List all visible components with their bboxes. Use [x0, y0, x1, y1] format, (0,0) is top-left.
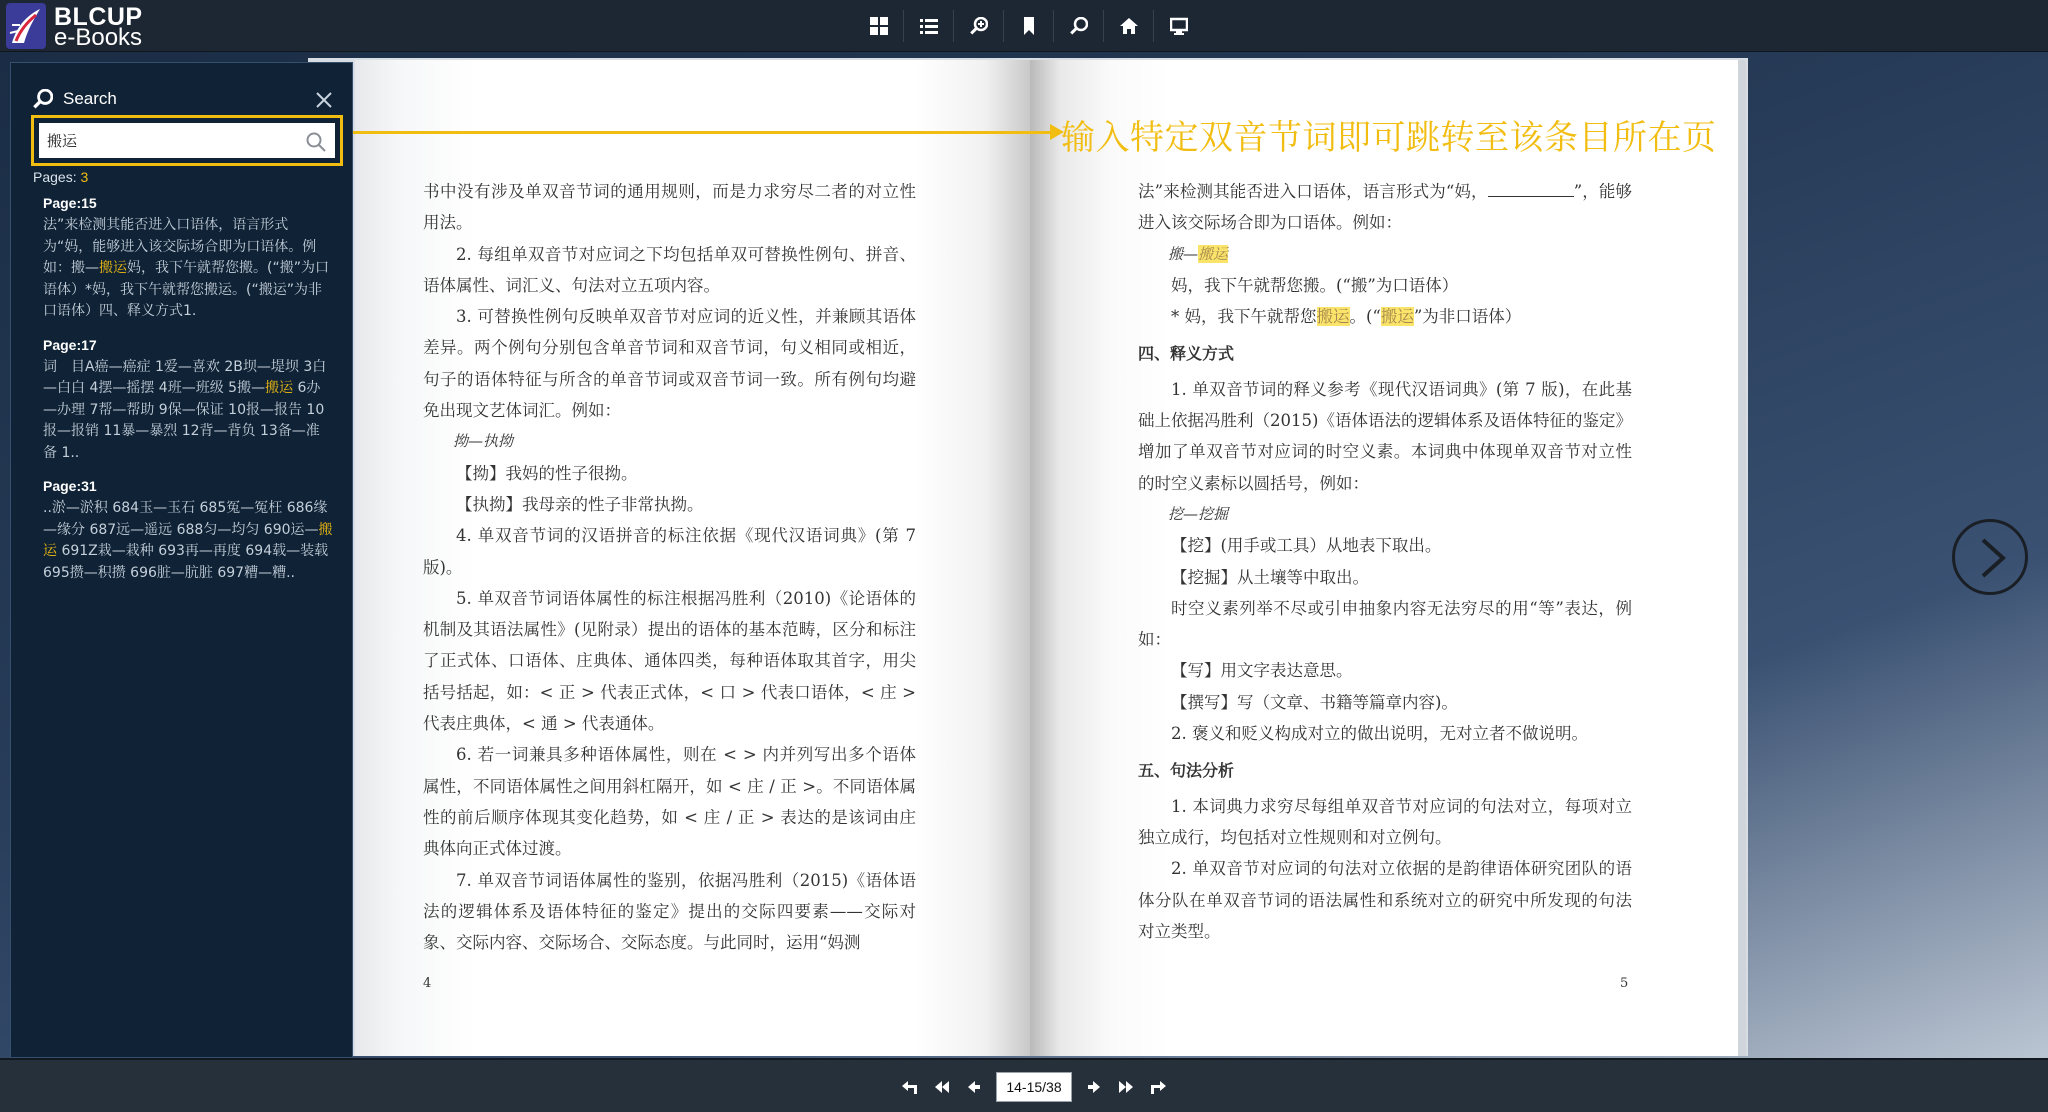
last-page-button[interactable]	[1110, 1072, 1142, 1102]
back-button[interactable]	[894, 1072, 926, 1102]
result-match: 搬运	[265, 380, 294, 396]
right-line-1: 法”来检测其能否进入口语体，语言形式为“妈， ”，能够进入该交际场合即为口语体。例如：	[1138, 176, 1632, 239]
section-heading-5: 五、句法分析	[1138, 761, 1235, 781]
home-icon	[1120, 17, 1138, 35]
section-heading-4: 四、释义方式	[1138, 344, 1235, 364]
left-line-7: 5. 单双音节词语体属性的标注根据冯胜利（2010)《论语体的机制及其语法属性》(见附录）提出的语体的基本范畴，区分和标注了正式体、口语体、庄典体、通体四类，每种语体取其首字，用尖括号括起，如：< 正 > 代表正式体，< 口 > 代表口语体，< 庄 > 代表庄典体，< 通 > 代表通体。	[423, 588, 916, 734]
right-page-text	[1138, 176, 1632, 947]
search-panel	[10, 62, 353, 1058]
result-snippet: 词 目A癌—癌症 1爱—喜欢 2B坝—堤坝 3白—白白 4摆—摇摆 4班—班级 5搬—搬运 6办—办理 7帮—帮助 9保—保证 10报—报告 10报—报销 11暴—暴烈 12背—背负 13备—准备 1..	[43, 358, 327, 461]
result-page-label: Page:31	[43, 478, 97, 494]
right-sentence-1: 妈，我下午就帮您搬。(“搬”为口语体）	[1171, 275, 1459, 295]
app-logo[interactable]	[6, 3, 156, 49]
right-def-2: 【挖掘】从土壤等中取出。	[1171, 567, 1369, 587]
search-highlight: 搬运	[1198, 244, 1229, 263]
right-def-4: 【撰写】写（文章、书籍等篇章内容)。	[1171, 692, 1458, 712]
arrow-right-icon	[1086, 1079, 1102, 1095]
result-page-label: Page:17	[43, 336, 97, 353]
left-line-1: 2. 每组单双音节对应词之下均包括单双可替换性例句、拼音、语体属性、词汇义、句法对立五项内容。	[423, 244, 916, 295]
next-page-button[interactable]	[1078, 1072, 1110, 1102]
search-panel-header	[33, 89, 117, 109]
forward-button[interactable]	[1142, 1072, 1174, 1102]
main-toolbar	[854, 10, 1204, 42]
table-of-contents-button[interactable]	[904, 10, 954, 42]
right-sentence-2: * 妈，我下午就帮您搬运。(“搬运”为非口语体）	[1171, 307, 1522, 327]
search-panel-title: Search	[63, 89, 117, 108]
zoom-button[interactable]	[954, 10, 1004, 42]
left-line-4: 【拗】我妈的性子很拗。	[456, 463, 638, 483]
result-match: 搬运	[43, 521, 333, 559]
right-para-4-2: 2. 褒义和贬义构成对立的做出说明，无对立者不做说明。	[1171, 724, 1588, 744]
search-highlight: 搬运	[1316, 307, 1350, 327]
left-line-0: 书中没有涉及单双音节词的通用规则，而是力求穷尽二者的对立性用法。	[423, 182, 916, 233]
list-icon	[920, 17, 938, 35]
magnifier-icon	[306, 132, 326, 152]
left-line-5: 【执拗】我母亲的性子非常执拗。	[456, 494, 704, 514]
right-para-5-2: 2. 单双音节对应词的句法对立依据的是韵律语体研究团队的语体分队在单双音节词的语法属性和系统对立的研究中所发现的句法对立类型。	[1138, 859, 1632, 941]
return-right-icon	[1150, 1079, 1166, 1095]
right-example-pair: 搬—搬运	[1168, 244, 1229, 263]
right-example-pair-2: 挖—挖掘	[1168, 504, 1229, 523]
left-line-9: 7. 单双音节词语体属性的鉴别，依据冯胜利（2015)《语体语法的逻辑体系及语体特征的鉴定》提出的交际四要素——交际对象、交际内容、交际场合、交际态度。与此同时，运用“妈测	[423, 870, 916, 953]
chevron-right-icon	[1973, 536, 2013, 580]
callout-annotation: 输入特定双音节词即可跳转至该条目所在页	[1061, 118, 1717, 158]
logo-title: BLCUP	[54, 3, 143, 31]
double-left-icon	[934, 1079, 950, 1095]
logo-subtitle: e-Books	[54, 24, 143, 51]
first-page-button[interactable]	[926, 1072, 958, 1102]
result-match: 搬运	[99, 260, 127, 276]
search-results-list	[43, 195, 333, 598]
close-search-button[interactable]	[315, 91, 333, 109]
left-line-8: 6. 若一词兼具多种语体属性，则在 < > 内并列写出多个语体属性，不同语体属性之间用斜杠隔开，如 < 庄 / 正 >。不同语体属性的前后顺序体现其变化趋势，如 < 庄 / 正 > 表达的是该词由庄典体向正式体过渡。	[423, 745, 916, 859]
results-count: Pages: 3	[33, 169, 89, 185]
bookmark-button[interactable]	[1004, 10, 1054, 42]
bookmark-icon	[1020, 17, 1038, 35]
search-input[interactable]	[39, 123, 335, 158]
return-left-icon	[902, 1079, 918, 1095]
previous-page-button[interactable]	[958, 1072, 990, 1102]
fullscreen-button[interactable]	[1154, 10, 1204, 42]
search-result-item[interactable]	[43, 195, 333, 323]
callout-line	[343, 131, 1051, 134]
left-line-2: 3. 可替换性例句反映单双音节对应词的近义性，并兼顾其语体差异。两个例句分别包含单音节词和双音节词，句义相同或相近，句子的语体特征与所含的单音节词或双音节词一致。所有例句均避免出现文艺体词汇。例如：	[423, 307, 916, 421]
monitor-icon	[1170, 17, 1188, 35]
bottom-navigation-bar	[0, 1058, 2048, 1112]
result-snippet: 法”来检测其能否进入口语体，语言形式为“妈，能够进入该交际场合即为口语体。例如：搬—搬运妈，我下午就帮您搬。(“搬”为口语体）*妈，我下午就帮您搬运。(“搬运”为非口语体）四、释义方式1.	[43, 217, 329, 319]
left-example-pair: 拗—执拗	[453, 432, 514, 451]
right-def-1: 【挖】(用手或工具）从地表下取出。	[1171, 536, 1442, 556]
logo-feather-icon	[6, 3, 46, 49]
left-line-6: 4. 单双音节词的汉语拼音的标注依据《现代汉语词典》(第 7 版)。	[423, 526, 916, 577]
top-toolbar	[0, 0, 2048, 52]
search-button[interactable]	[1054, 10, 1104, 42]
page-indicator-field[interactable]: 14-15/38	[996, 1072, 1072, 1102]
close-icon	[315, 91, 333, 109]
search-box-highlight	[31, 115, 343, 166]
search-submit-button[interactable]	[306, 132, 326, 152]
search-highlight: 搬运	[1380, 307, 1414, 327]
right-para-5-1: 1. 本词典力求穷尽每组单双音节对应词的句法对立，每项对立独立成行，均包括对立性规则和对立例句。	[1138, 796, 1632, 847]
right-para-4-1: 1. 单双音节词的释义参考《现代汉语词典》(第 7 版)，在此基础上依据冯胜利（2015)《语体语法的逻辑体系及语体特征的鉴定》增加了单双音节对应词的时空义素。本词典中体现单双音节对立性的时空义素标以圆括号，例如：	[1138, 379, 1632, 493]
thumbnails-button[interactable]	[854, 10, 904, 42]
search-result-item[interactable]	[43, 478, 333, 584]
zoom-icon	[970, 17, 988, 35]
grid-icon	[870, 17, 888, 35]
double-right-icon	[1118, 1079, 1134, 1095]
home-button[interactable]	[1104, 10, 1154, 42]
search-result-item[interactable]	[43, 337, 333, 465]
blank-underline	[1488, 179, 1574, 197]
arrow-left-icon	[966, 1079, 982, 1095]
search-icon	[1070, 17, 1088, 35]
right-def-3: 【写】用文字表达意思。	[1171, 661, 1353, 681]
next-page-arrow-button[interactable]	[1952, 519, 2028, 595]
result-snippet: ..淤—淤积 684玉—玉石 685冤—冤枉 686缘—缘分 687远—遥远 688匀—均匀 690运—搬运 691Z栽—栽种 693再—再度 694载—装载 695攒—积攒 696脏—肮脏 697糟—糟..	[43, 500, 333, 581]
search-icon	[33, 89, 53, 109]
page-navigation	[894, 1072, 1174, 1102]
left-page-text	[423, 176, 916, 958]
result-page-label: Page:15	[43, 195, 97, 211]
right-para-4-note: 时空义素列举不尽或引申抽象内容无法穷尽的用“等”表达，例如：	[1138, 598, 1632, 650]
left-page-number: 4	[423, 976, 432, 991]
right-page-number: 5	[1620, 976, 1629, 991]
